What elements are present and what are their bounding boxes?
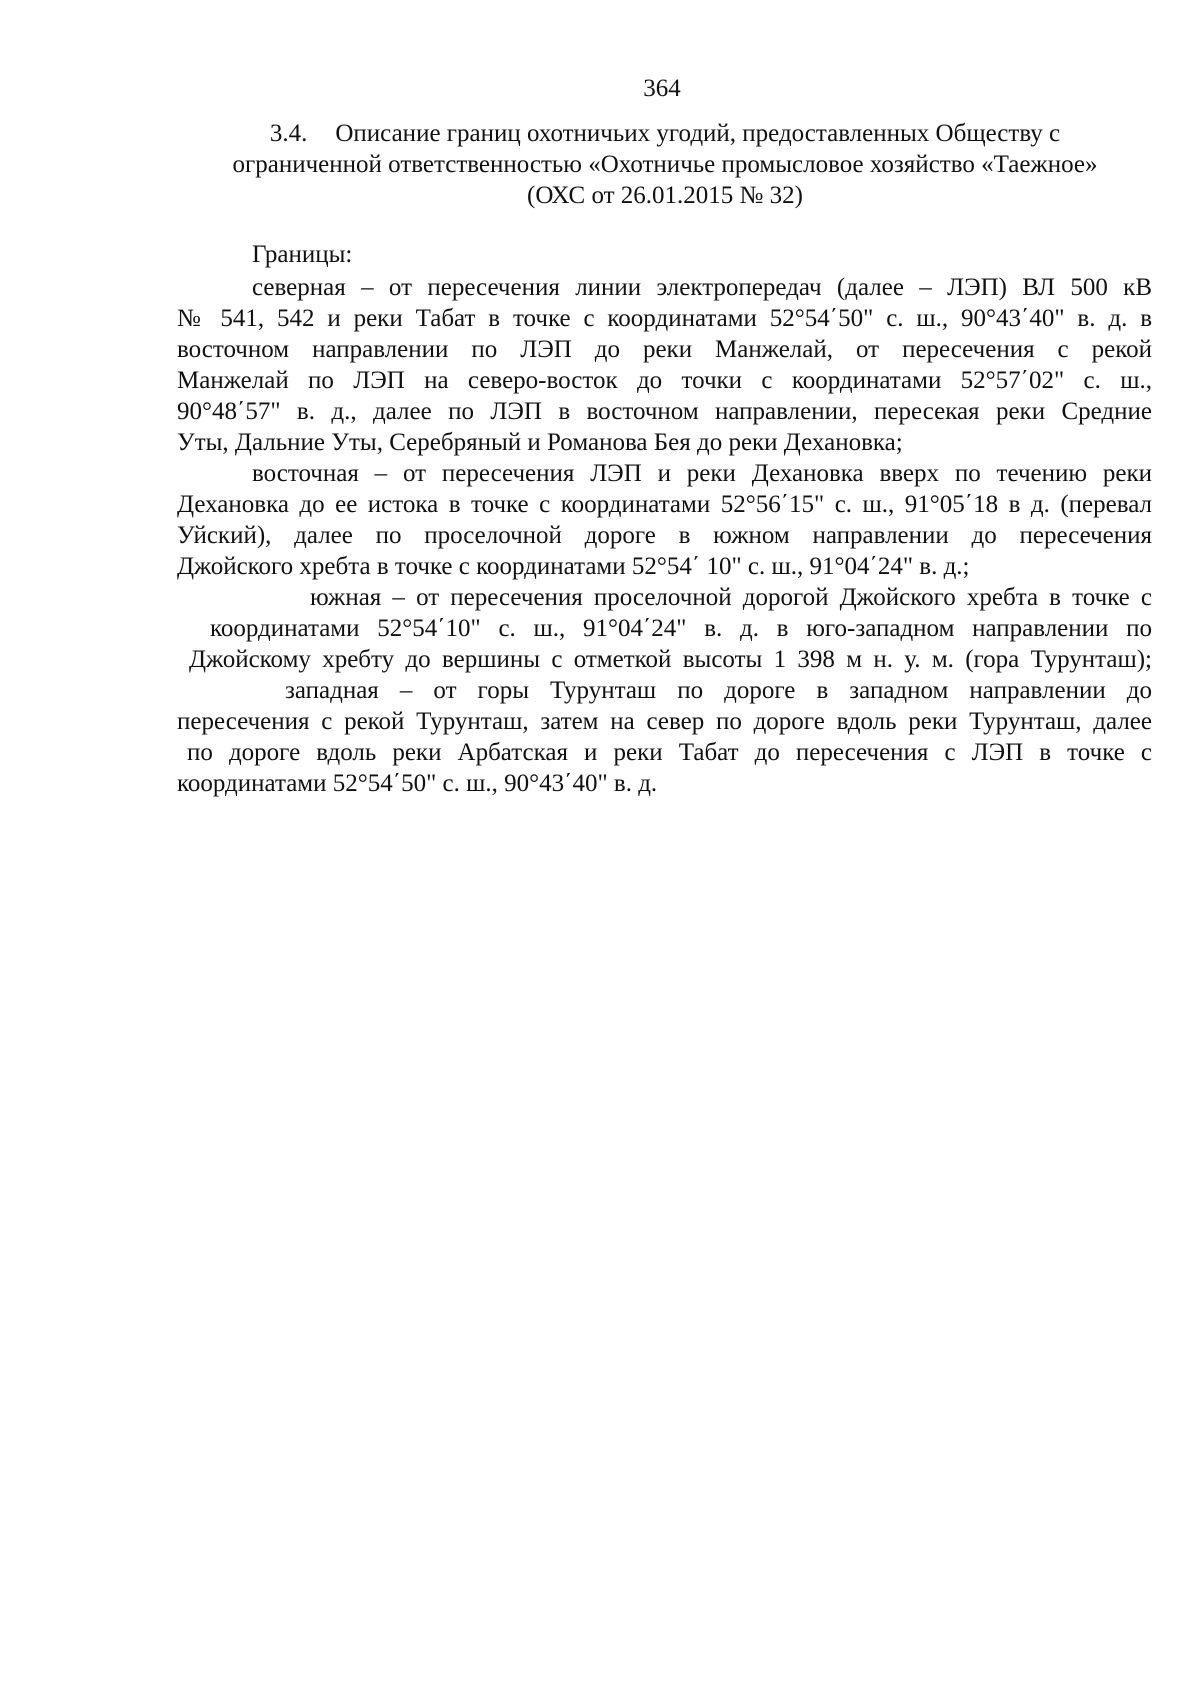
west-line: пересечения с рекой Турунташ, затем на север по дороге вдоль реки Турунташ, далее — [177, 708, 1152, 735]
south-line: координатами 52°54΄10" с. ш., 91°04΄24" в. д. в юго-западном направлении по — [210, 615, 1152, 642]
boundaries-label: Границы: — [252, 241, 353, 268]
south-line: южная – от пересечения проселочной дорогой Джойского хребта в точке с — [310, 584, 1152, 611]
heading-line-2: ограниченной ответственностью «Охотничье промысловое хозяйство «Таежное» — [232, 151, 1098, 178]
east-boundary-paragraph — [177, 458, 1152, 582]
east-line: Уйский), далее по проселочной дороге в южном направлении до пересечения — [177, 522, 1152, 549]
section-number: 3.4. — [269, 120, 308, 147]
east-line: Дехановка до ее истока в точке с координатами 52°56΄15" с. ш., 91°05΄18 в д. (перевал — [177, 491, 1152, 518]
east-line: Джойского хребта в точке с координатами 52°54΄ 10" с. ш., 91°04΄24" в. д.; — [177, 553, 970, 580]
section-heading — [170, 118, 1160, 211]
east-line: восточная – от пересечения ЛЭП и реки Дехановка вверх по течению реки — [252, 460, 1152, 487]
north-line: Манжелай по ЛЭП на северо-восток до точки с координатами 52°57΄02" с. ш., — [177, 367, 1152, 394]
heading-line-3: (ОХС от 26.01.2015 № 32) — [527, 182, 803, 209]
north-line: северная – от пересечения линии электропередач (далее – ЛЭП) ВЛ 500 кВ — [252, 274, 1152, 301]
north-boundary-paragraph — [177, 272, 1152, 458]
west-line: координатами 52°54΄50" с. ш., 90°43΄40" в. д. — [177, 770, 658, 797]
heading-title: Описание границ охотничьих угодий, предоставленных Обществу с — [335, 120, 1061, 147]
west-line: западная – от горы Турунташ по дороге в западном направлении до — [285, 677, 1152, 704]
west-line: по дороге вдоль реки Арбатская и реки Табат до пересечения с ЛЭП в точке с — [187, 739, 1152, 766]
north-line: № 541, 542 и реки Табат в точке с координатами 52°54΄50" с. ш., 90°43΄40" в. д. в — [177, 305, 1152, 332]
west-boundary-paragraph — [177, 675, 1152, 799]
north-line: восточном направлении по ЛЭП до реки Манжелай, от пересечения с рекой — [177, 336, 1152, 363]
south-boundary-paragraph — [177, 582, 1152, 675]
south-line: Джойскому хребту до вершины с отметкой высоты 1 398 м н. у. м. (гора Турунташ); — [189, 646, 1152, 673]
page-number: 364 — [643, 75, 681, 102]
north-line: 90°48΄57" в. д., далее по ЛЭП в восточном направлении, пересекая реки Средние — [177, 398, 1152, 425]
north-line: Уты, Дальние Уты, Серебряный и Романова Бея до реки Дехановка; — [177, 429, 903, 456]
heading-line-1 — [170, 118, 1160, 149]
boundaries-description — [177, 272, 1152, 799]
